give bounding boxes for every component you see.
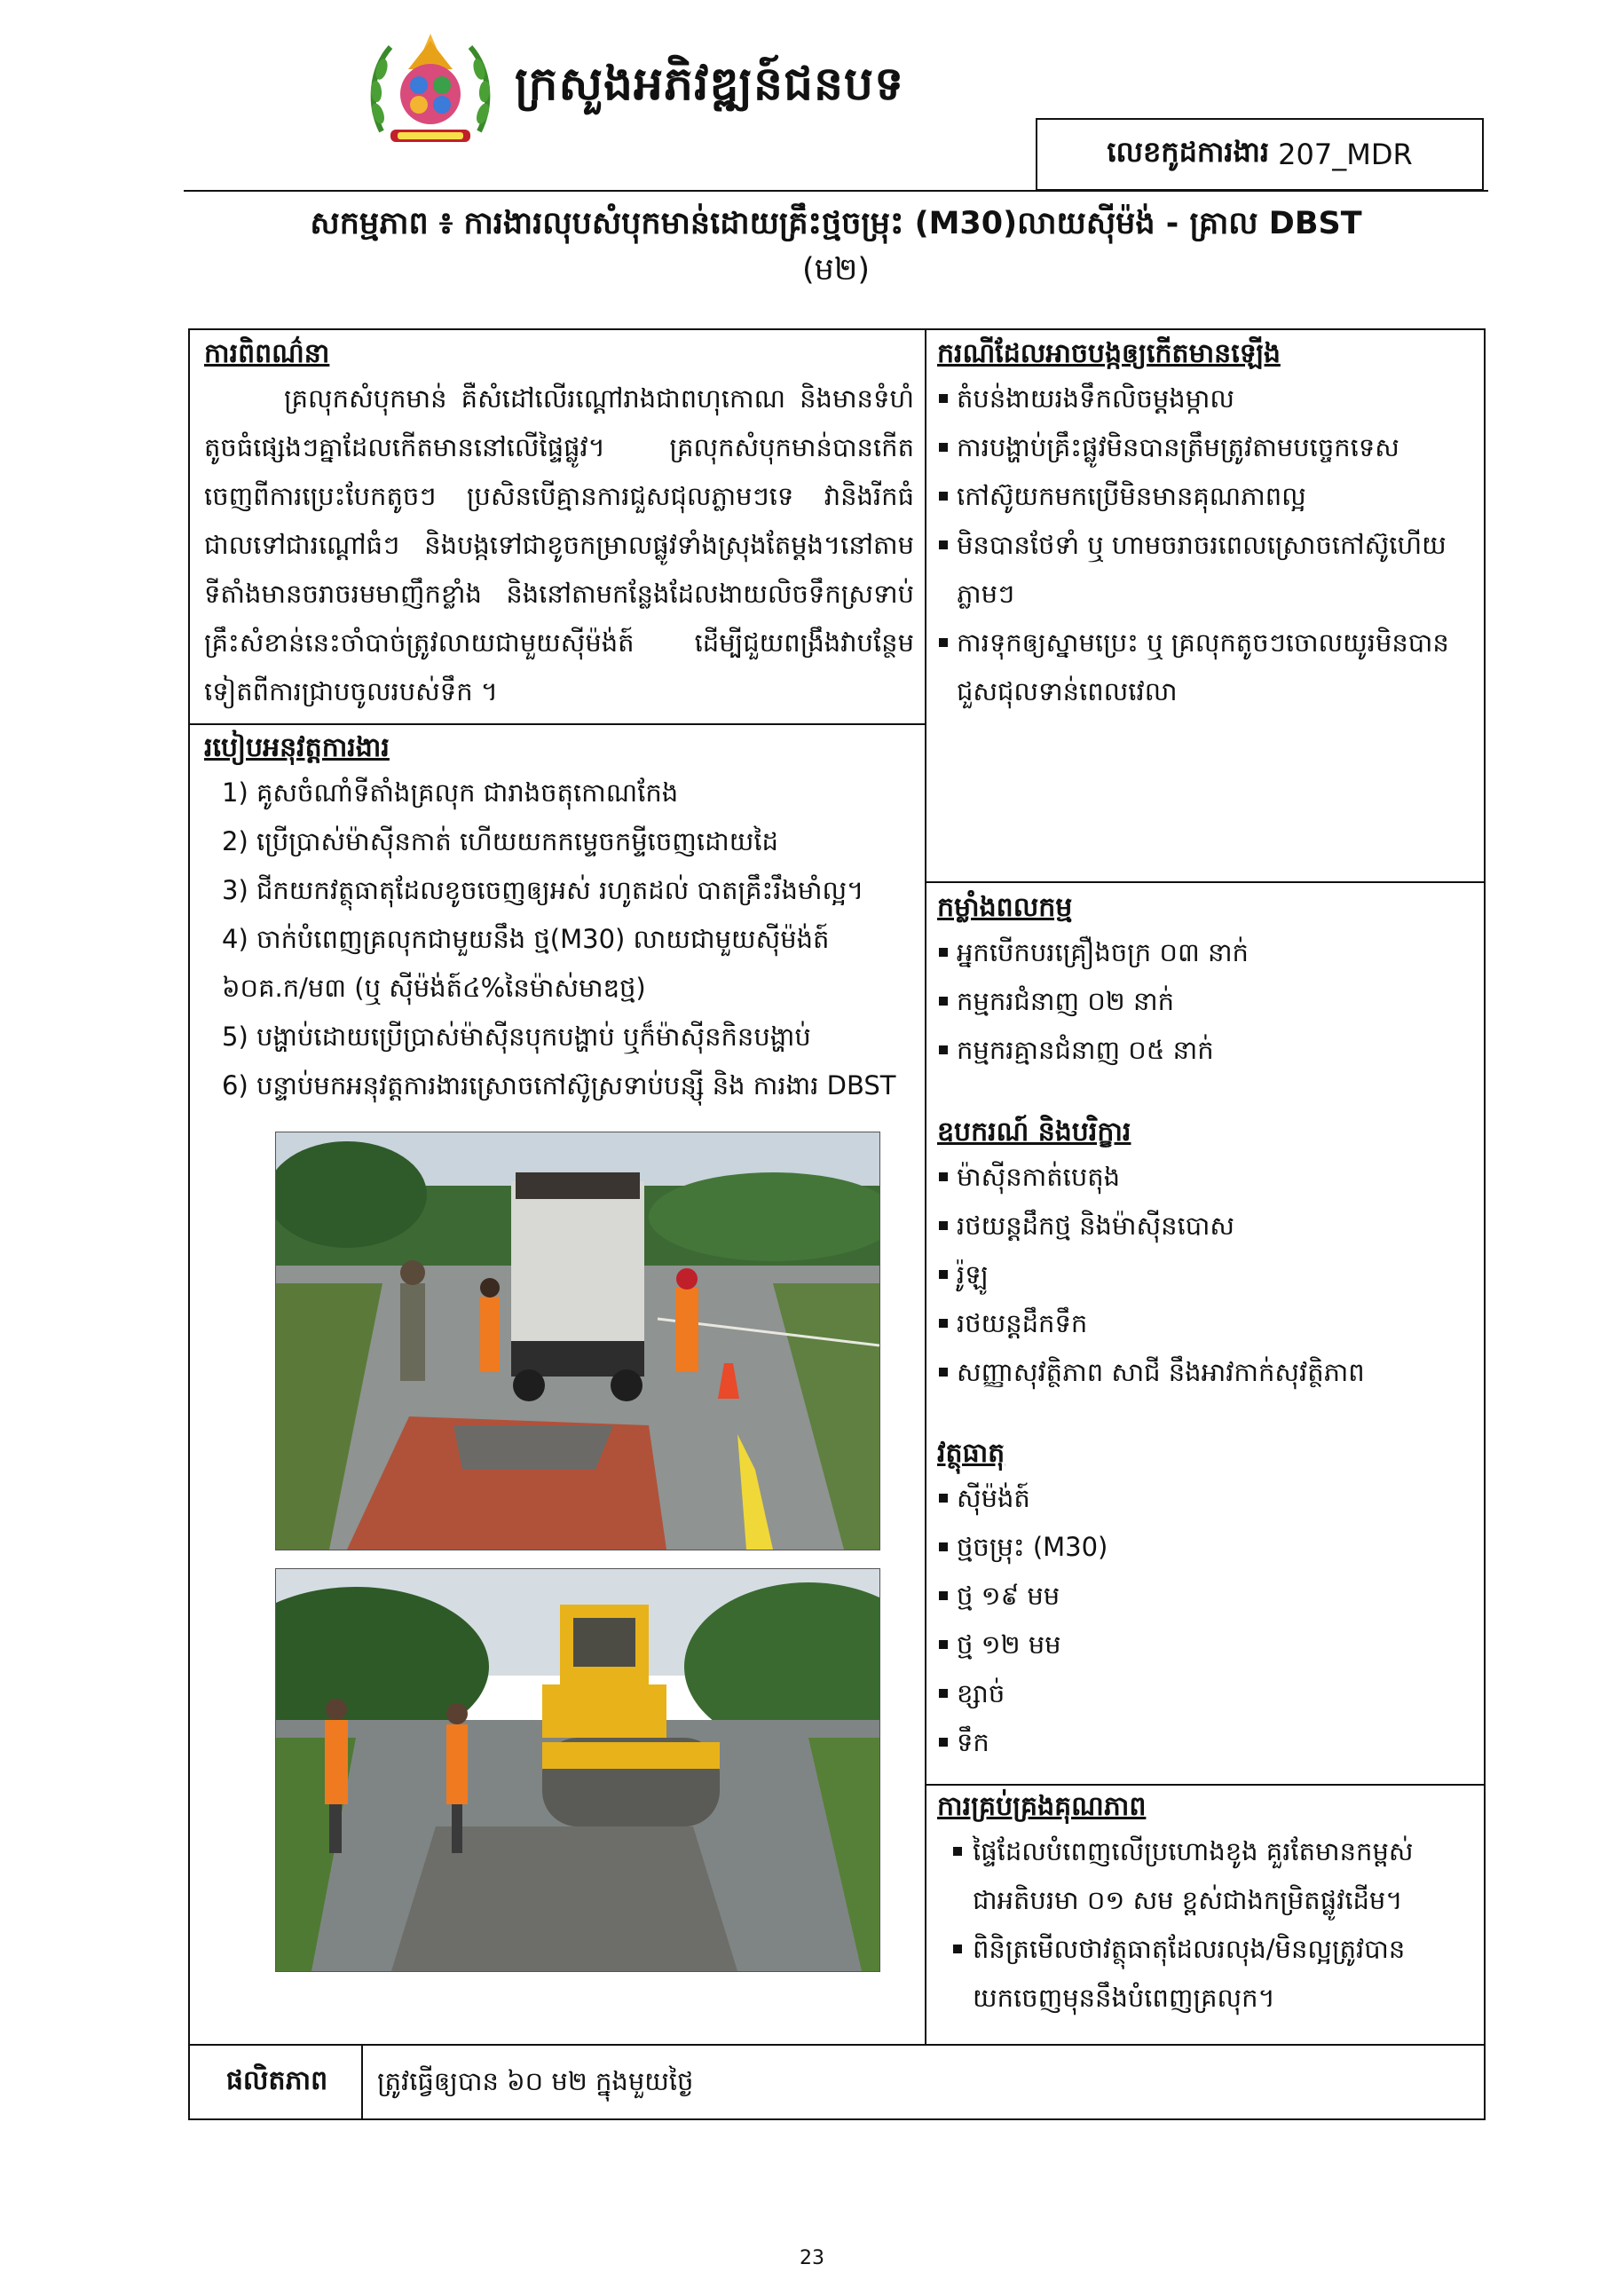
header-rule xyxy=(184,190,1488,192)
productivity-value: ត្រូវធ្វើឲ្យបាន ៦០ ម២ ក្នុងមួយថ្ងៃ xyxy=(377,2066,694,2096)
list-item: សញ្ញាសុវត្ថិភាព សាជី នឹងអាវកាក់សុវត្ថិភាព xyxy=(937,1348,1470,1397)
method-section xyxy=(204,728,914,1110)
page-number: 23 xyxy=(800,2247,824,2269)
list-item: ថ្ម ១២ មម xyxy=(937,1621,1470,1669)
method-steps xyxy=(204,769,914,1110)
materials-heading: វត្ថុធាតុ xyxy=(937,1438,1005,1469)
list-item: ថ្មចម្រុះ (M30) xyxy=(937,1523,1470,1572)
productivity-divider xyxy=(361,2046,363,2120)
description-section xyxy=(204,334,914,716)
list-item: ម៉ាស៊ីនកាត់បេតុង xyxy=(937,1153,1470,1202)
list-item: ថ្ម ១៩ មម xyxy=(937,1572,1470,1621)
materials-list xyxy=(937,1474,1470,1767)
list-item: ការទុកឲ្យស្នាមប្រេះ ឬ គ្រលុកតូចៗចោលយូរមិនបានជួសជុលទាន់ពេលវេលា xyxy=(937,619,1470,716)
activity-title-line2: (ម២) xyxy=(801,252,870,288)
list-item: តំបន់ងាយរងទឹកលិចម្តងម្កាល xyxy=(937,375,1470,423)
method-step: 2) ប្រើប្រាស់ម៉ាស៊ីនកាត់ ហើយយកកម្ទេចកម្ទីចេញដោយដៃ xyxy=(222,826,778,856)
ministry-logo xyxy=(364,25,497,158)
row-divider-right-2 xyxy=(925,1784,1486,1786)
description-text: គ្រលុកសំបុកមាន់ គឺសំដៅលើរណ្តៅរាងជាពហុកោណ និងមានទំហំតូចធំផ្សេងៗគ្នាដែលកើតមាននៅលើផ្ទៃផ្លូវ។ គ្រលុកសំបុកមាន់បានកើតចេញពីការប្រេះបែកតូចៗ ប្រសិនបើគ្មានការជួសជុលភ្លាមៗទេ វានិងរីកធំជាលទៅជារណ្តៅធំៗ និងបង្កទៅជាខូចកម្រាលផ្លូវទាំងស្រុងតែម្តង។នៅតាមទីតាំងមានចរាចរមមាញឹកខ្លាំង និងនៅតាមកន្លែងដែលងាយលិចទឹកស្រទាប់គ្រឹះសំខាន់នេះចាំបាច់ត្រូវលាយជាមួយស៊ីម៉ង់ត៍ ដើម្បីជួយពង្រឹងវាបន្ថែមទៀតពីការជ្រាបចូលរបស់ទឹក ។ xyxy=(204,383,914,706)
list-item: កៅស៊ូយកមកប្រើមិនមានគុណភាពល្អ xyxy=(937,472,1470,521)
activity-title xyxy=(184,201,1488,293)
causes-list xyxy=(937,375,1470,716)
method-step: 3) ជីកយកវត្ថុធាតុដែលខូចចេញឲ្យអស់ រហូតដល់ បាតគ្រឹះរឹងមាំល្អ។ xyxy=(222,875,864,905)
list-item: ការបង្ហាប់គ្រឹះផ្លូវមិនបានត្រឹមត្រូវតាមបច្ចេកទេស xyxy=(937,423,1470,472)
document-code-value: 207_MDR xyxy=(1278,138,1413,171)
list-item: មិនបានថែទាំ ឬ ហាមចរាចរពេលស្រោចកៅស៊ូហើយភ្លាមៗ xyxy=(937,521,1470,619)
equipment-heading: ឧបករណ៍ និងបរិក្ខារ xyxy=(937,1116,1131,1148)
labor-list xyxy=(937,928,1470,1075)
ministry-title: ក្រសួងអភិវឌ្ឍន៍ជនបទ xyxy=(515,58,905,111)
labor-heading: កម្លាំងពលកម្ម xyxy=(937,892,1073,923)
list-item: កម្មករគ្មានជំនាញ ០៥ នាក់ xyxy=(937,1026,1470,1075)
causes-section xyxy=(937,334,1470,716)
description-heading: ការពិពណ៌នា xyxy=(204,338,330,369)
labor-section xyxy=(937,888,1470,1075)
column-divider xyxy=(925,328,926,2046)
method-step: 6) បន្ទាប់មកអនុវត្តការងារស្រោចកៅស៊ូស្រទាប់បន្សុី និង ការងារ DBST xyxy=(222,1070,896,1100)
method-step: 5) បង្ហាប់ដោយប្រើប្រាស់ម៉ាស៊ីនបុកបង្ហាប់ ឬក៏ម៉ាស៊ីនកិនបង្ហាប់ xyxy=(222,1022,811,1052)
productivity-label: ផលិតភាព xyxy=(225,2065,328,2096)
list-item: ខ្សាច់ xyxy=(937,1669,1470,1718)
method-step: 4) ចាក់បំពេញគ្រលុកជាមួយនឹង ថ្ម(M30) លាយជាមួយស៊ីម៉ង់ត៍ ៦០គ.ក/ម៣ (ឬ ស៊ីម៉ង់ត៍៤%នៃម៉ាស់មាឌថ្ម) xyxy=(222,924,830,1003)
quality-control-section xyxy=(937,1787,1470,2023)
photo-truck-filling-patch xyxy=(275,1132,880,1550)
causes-heading: ករណីដែលអាចបង្កឲ្យកើតមានឡើង xyxy=(937,338,1281,369)
list-item: អ្នកបើកបរគ្រឿងចក្រ ០៣ នាក់ xyxy=(937,928,1470,977)
document-code-label: លេខកូដការងារ xyxy=(1107,134,1270,169)
equipment-list xyxy=(937,1153,1470,1397)
list-item: ទឹក xyxy=(937,1718,1470,1767)
list-item: ស៊ីម៉ង់ត៍ xyxy=(937,1474,1470,1523)
list-item: ផ្ទៃដែលបំពេញលើប្រហោងខូង គួរតែមានកម្ពស់ជាអតិបរមា ០១ សម ខ្ពស់ជាងកម្រិតផ្លូវដើម។ xyxy=(937,1827,1470,1925)
list-item: រថយន្តដឹកទឹក xyxy=(937,1299,1470,1348)
list-item: រថយន្តដឹកថ្ម និងម៉ាស៊ីនបោស xyxy=(937,1202,1470,1250)
list-item: កម្មករជំនាញ ០២ នាក់ xyxy=(937,977,1470,1026)
row-divider-left xyxy=(188,723,926,725)
equipment-section xyxy=(937,1112,1470,1397)
list-item: រ៉ូឡូ xyxy=(937,1250,1470,1299)
list-item: ពិនិត្រមើលថាវត្ថុធាតុដែលរលុង/មិនល្អត្រូវបានយកចេញមុននឹងបំពេញគ្រលុក។ xyxy=(937,1925,1470,2023)
activity-title-line1: សកម្មភាព ៖ ការងារលុបសំបុកមាន់ដោយគ្រឹះថ្មចម្រុះ (M30)លាយស៊ីម៉ង់ - គ្រាល DBST xyxy=(310,206,1362,241)
photo-roller-compacting xyxy=(275,1568,880,1972)
method-step: 1) គូសចំណាំទីតាំងគ្រលុក ជារាងចតុកោណកែង xyxy=(222,777,679,808)
quality-heading: ការគ្រប់គ្រងគុណភាព xyxy=(937,1791,1147,1822)
row-divider-right-1 xyxy=(925,881,1486,883)
document-code-box xyxy=(1036,118,1484,191)
method-heading: របៀបអនុវត្តការងារ xyxy=(204,732,390,763)
materials-section xyxy=(937,1433,1470,1767)
quality-list xyxy=(937,1827,1470,2023)
